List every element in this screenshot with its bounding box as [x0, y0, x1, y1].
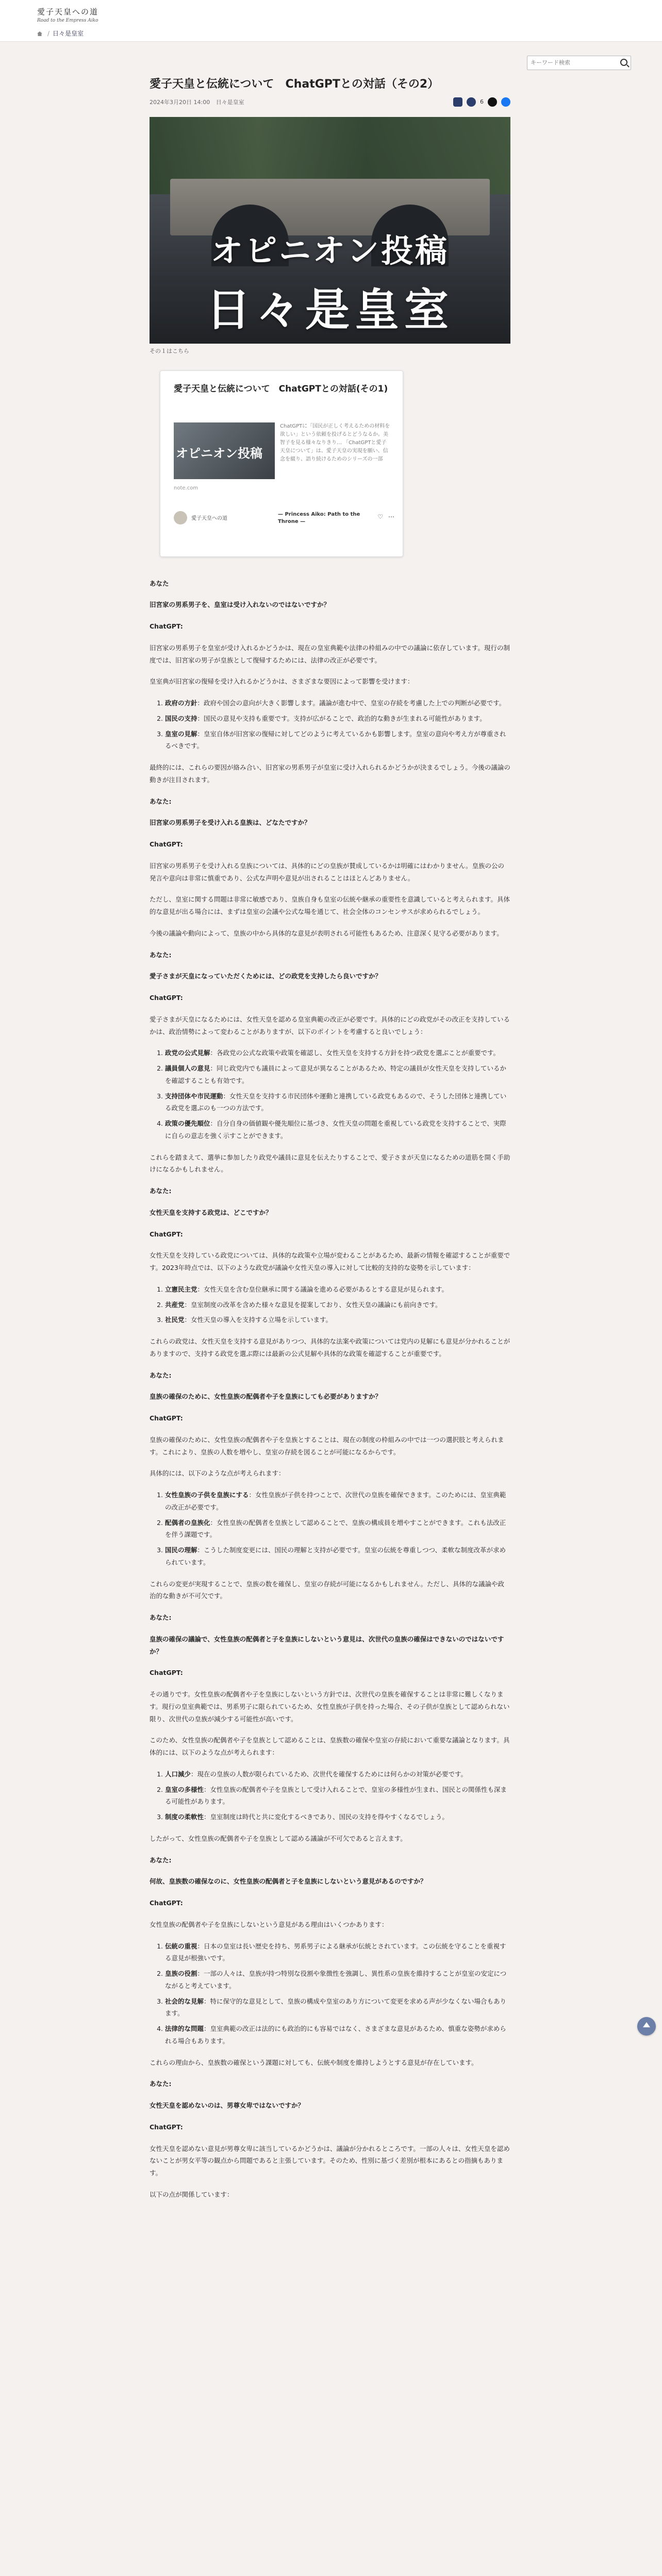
- list-item-text: ：女性皇族の配偶者を皇族として認めることで、皇族の構成員を増やすことができます。これも法改正を伴う課題です。: [165, 1518, 506, 1539]
- paragraph: 皇族の確保のために、女性皇族の配偶者や子を皇族とすることは、現在の制度の枠組みの中では一つの選択肢と考えられます。これにより、皇族の人数を増やし、皇室の存続を図ることが可能になるからです。: [150, 1435, 504, 1456]
- list-item-term: 制度の柔軟性: [165, 1813, 204, 1821]
- paragraph: 愛子さまが天皇になるためには、女性天皇を認める皇室典範の改正が必要です。具体的にどの政党がその改正を支持しているかは、政治情勢によって変わることがありますが、以下のポイントを考慮すると良いでしょう：: [150, 1015, 510, 1036]
- paragraph: その通りです。女性皇族の配偶者や子を皇族にしないという方針では、次世代の皇族を確保することは非常に難しくなります。現行の皇室典範では、男系男子に限られているため、女性皇族が子供を持った場合、その子供が皇族として認められない限り、次世代の皇族が減少する可能性が高いです。: [150, 1690, 510, 1723]
- numbered-list: [150, 1283, 510, 1326]
- list-item-term: 政策の優先順位: [165, 1120, 210, 1128]
- list-item-term: 女性皇族の子供を皇族にする: [165, 1491, 249, 1499]
- heart-icon[interactable]: ♡: [377, 513, 383, 520]
- speaker-label-user: あなた:: [150, 951, 172, 959]
- card-actions: [377, 513, 394, 520]
- card-description: ChatGPTに「国民が正しく考えるための材料を欲しい」という依頼を投げるとどうなるか。美智子を見る様々なりきり… 「ChatGPTと愛子天皇について」は、愛子天皇の実現を願い、信念を綴り、語り続けるためのシリーズの一部: [280, 423, 390, 462]
- numbered-list: [150, 1047, 510, 1142]
- list-item-term: 社会的な見解: [165, 1997, 204, 2005]
- list-item: [165, 1544, 510, 1569]
- list-item-text: ：一部の人々は、皇族が持つ特別な役割や象徴性を強調し、異性系の皇族を維持することが皇室の安定につながると考えています。: [165, 1970, 507, 1990]
- numbered-list: [150, 697, 510, 752]
- list-item-term: 立憲民主党: [165, 1285, 197, 1293]
- list-item-text: ：政府や国会の意向が大きく影響します。議論が進む中で、皇室の存続を考慮した上での判断が必要です。: [197, 699, 506, 707]
- hero-image: [150, 117, 510, 344]
- list-item-term: 配偶者の皇族化: [165, 1518, 210, 1527]
- article-category[interactable]: 日々是皇室: [216, 98, 244, 106]
- list-item-term: 共産党: [165, 1300, 185, 1309]
- list-item-text: ：女性天皇を支持する市民団体や運動と連携している政党もあるので、そうした団体と連携している政党を選ぶのも一つの方法です。: [165, 1092, 507, 1112]
- card-thumb-text: オピニオン投稿: [176, 446, 262, 461]
- article-meta: [150, 97, 510, 107]
- list-item: [165, 1090, 510, 1115]
- list-item-text: ：皇室典範の改正は法的にも政治的にも容易ではなく、さまざまな意見があるため、慎重な姿勢が求められる場合もあります。: [165, 2025, 506, 2045]
- speaker-label-chatgpt: ChatGPT:: [150, 840, 183, 849]
- list-item: [165, 1784, 510, 1808]
- list-item-text: ：自分自身の価値観や優先順位に基づき、女性天皇の問題を重視している政党を支持することで、実際に自らの意志を強く示すことができます。: [165, 1120, 506, 1140]
- facebook-share-icon[interactable]: [501, 97, 510, 107]
- speaker-label-chatgpt: ChatGPT:: [150, 1669, 183, 1677]
- user-question: 何故、皇族数の確保なのに、女性皇族の配偶者と子を皇族にしないという意見があるのですか？: [150, 1877, 427, 1886]
- speaker-label-user: あなた:: [150, 2080, 172, 2088]
- list-item: [165, 1283, 510, 1296]
- list-item: [165, 1047, 510, 1059]
- article-date: 2024年3月20日 14:00: [150, 98, 210, 106]
- hero-subheading: 日々是皇室: [206, 283, 454, 336]
- paragraph: 旧宮家の男系男子を受け入れる皇族については、具体的にどの皇族が賛成しているかは明確にはわかりません。皇族の公の発言や意向は非常に慎重であり、公式な声明や意見が出されることはほとんどありません。: [150, 861, 505, 882]
- list-item-text: ：女性皇族が子供を持つことで、次世代の皇族を確保できます。このためには、皇室典範の改正が必要です。: [165, 1491, 506, 1511]
- list-item-term: 社民党: [165, 1316, 185, 1324]
- list-item: [165, 2023, 510, 2047]
- speaker-label-chatgpt: ChatGPT:: [150, 2123, 183, 2131]
- list-item-text: ：日本の皇室は長い歴史を持ち、男系男子による継承が伝統とされています。この伝統を守ることを重視する意見が根強いです。: [165, 1942, 506, 1962]
- card-author-name: 愛子天皇への道: [191, 516, 227, 522]
- hero-caption: その１はこちら: [150, 347, 189, 354]
- list-item-text: ：現在の皇族の人数が限られているため、次世代を確保するためには何らかの対策が必要です。: [191, 1770, 468, 1778]
- search-box: [527, 56, 631, 70]
- site-logo[interactable]: [37, 6, 120, 25]
- speaker-label-chatgpt: ChatGPT:: [150, 1230, 183, 1238]
- paragraph: したがって、女性皇族の配偶者や子を皇族として認める議論が不可欠であると言えます。: [150, 1834, 407, 1842]
- list-item: [165, 1995, 510, 2020]
- paragraph: 今後の議論や動向によって、皇族の中から具体的な意見が表明される可能性もあるため、注意深く見守る必要があります。: [150, 929, 503, 937]
- paragraph: これらの理由から、皇族数の確保という課題に対しても、伝統や制度を維持しようとする意見が存在しています。: [150, 2058, 478, 2066]
- list-item: [165, 1517, 510, 1541]
- paragraph: 女性皇族の配偶者や子を皇族にしないという意見がある理由はいくつかあります：: [150, 1920, 388, 1928]
- user-question: 旧宮家の男系男子を受け入れる皇族は、どなたですか？: [150, 819, 311, 827]
- list-item-term: 皇室の見解: [165, 730, 197, 738]
- speaker-label-chatgpt: ChatGPT:: [150, 994, 183, 1002]
- share-buttons: [453, 97, 510, 107]
- search-icon[interactable]: [620, 59, 627, 66]
- user-question: 女性天皇を支持する政党は、どこですか？: [150, 1208, 272, 1216]
- speaker-label-user: あなた:: [150, 1187, 172, 1195]
- card-book-title: — Princess Aiko: Path to the Throne —: [278, 511, 360, 524]
- list-item-text: ：皇室制度の改革を含めた様々な意見を提案しており、女性天皇の議論にも前向きです。: [184, 1300, 442, 1309]
- article: [150, 77, 510, 2210]
- article-title: 愛子天皇と伝統について ChatGPTとの対話（その2）: [150, 78, 439, 91]
- speaker-label-user: あなた:: [150, 1614, 172, 1622]
- list-item-text: ：特に保守的な意見として、皇族の構成や皇室のあり方について変更を求める声が少なくない場合もあります。: [165, 1997, 507, 2018]
- card-author[interactable]: [174, 511, 227, 524]
- paragraph: 皇室典が旧宮家の復帰を受け入れるかどうかは、さまざまな要因によって影響を受けます：: [150, 677, 414, 686]
- list-item-text: ：皇室自体が旧宮家の復帰に対してどのように考えているかも影響します。皇室の意向や考え方が尊重されるべきです。: [165, 730, 506, 750]
- numbered-list: [150, 1489, 510, 1569]
- speaker-label-chatgpt: ChatGPT:: [150, 1414, 183, 1422]
- list-item-term: 議員個人の意見: [165, 1064, 210, 1073]
- user-question: 皇族の確保のために、女性皇族の配偶者や子を皇族にしても必要がありますか？: [150, 1393, 382, 1401]
- list-item-term: 政府の方針: [165, 699, 197, 707]
- breadcrumb-separator: /: [47, 30, 50, 37]
- user-question: 愛子さまが天皇になっていただくためには、どの政党を支持したら良いですか？: [150, 972, 382, 980]
- speaker-label-user: あなた:: [150, 1856, 172, 1864]
- user-question: 女性天皇を認めないのは、男尊女卑ではないですか？: [150, 2102, 305, 2110]
- list-item: [165, 1117, 510, 1142]
- paragraph: 旧宮家の男系男子を皇室が受け入れるかどうかは、現在の皇室典範や法律の枠組みの中での議論に依存しています。現行の制度では、旧宮家の男子が皇族として復帰するためには、法律の改正が必要です。: [150, 643, 510, 664]
- paragraph: 女性天皇を支持している政党については、具体的な政策や立場が変わることがあるため、最新の情報を確認することが重要です。2023年時点では、以下のような政党が議論や女性天皇の導入に対して比較的支持的な姿勢を示しています：: [150, 1251, 510, 1272]
- x-share-icon[interactable]: [488, 97, 497, 107]
- logo-sub-text: Road to the Empress Aiko: [37, 18, 98, 23]
- list-item: [165, 1940, 510, 1965]
- speaker-label-user: あなた:: [150, 797, 172, 805]
- list-item-term: 人口減少: [165, 1770, 191, 1778]
- list-item-text: ：各政党の公式な政策や政策を確認し、女性天皇を支持する方針を持つ政党を選ぶことが重要です。: [210, 1049, 500, 1057]
- comment-icon[interactable]: [453, 97, 462, 107]
- paragraph: このため、女性皇族の配偶者や子を皇族として認めることは、皇族数の確保や皇室の存続において重要な議論となります。具体的には、以下のような点が考えられます：: [150, 1736, 510, 1757]
- list-item: [165, 1968, 510, 1992]
- list-item: [165, 1489, 510, 1514]
- site-header: [0, 0, 662, 42]
- avatar: [174, 511, 187, 524]
- list-item-text: ：女性天皇の導入を支持する立場を示しています。: [184, 1316, 333, 1324]
- hero-heading: オピニオン投稿: [210, 231, 449, 269]
- list-item-term: 支持団体や市民運動: [165, 1092, 223, 1100]
- list-item-text: ：女性天皇を含む皇位継承に関する議論を進める必要があるとする意見が見られます。: [197, 1285, 449, 1293]
- list-item-term: 皇室の多様性: [165, 1785, 204, 1793]
- list-item: [165, 1062, 510, 1087]
- list-item-text: ：こうした制度変更には、国民の理解と支持が必要です。皇室の伝統を尊重しつつ、柔軟な制度改革が求められています。: [165, 1546, 506, 1566]
- paragraph: これらの変更が実現することで、皇族の数を確保し、皇室の存続が可能になるかもしれません。ただし、具体的な議論や政治的な動きが不可欠です。: [150, 1580, 505, 1600]
- share-count: 6: [480, 98, 484, 106]
- list-item: [165, 728, 510, 753]
- list-item-term: 国民の理解: [165, 1546, 197, 1554]
- paragraph: ただし、皇室に関する問題は非常に敏感であり、皇族自身も皇室の伝統や継承の重要性を意識していると考えられます。具体的な意見が出る場合には、まずは皇室の会議や公式な場を通じて、社会全体のコンセンサスが求められるでしょう。: [150, 895, 510, 916]
- list-item: [165, 1768, 510, 1781]
- speaker-label-chatgpt: ChatGPT:: [150, 622, 183, 631]
- back-to-top-button[interactable]: [637, 2017, 656, 2036]
- list-item: [165, 697, 510, 709]
- logo-main-text: 愛子天皇への道: [37, 7, 99, 16]
- paragraph: 女性天皇を認めない意見が男尊女卑に該当しているかどうかは、議論が分かれるところです。一部の人々は、女性天皇を認めないことが男女平等の観点から問題であると主張しています。そのため、性別に基づく差別が根本にあるとの指摘もあります。: [150, 2144, 510, 2177]
- list-item-term: 政党の公式見解: [165, 1049, 210, 1057]
- embed-link-card[interactable]: [160, 370, 403, 557]
- list-item-term: 国民の支持: [165, 714, 197, 722]
- home-icon[interactable]: [37, 31, 42, 36]
- breadcrumb-category-link[interactable]: 日々是皇室: [53, 30, 84, 37]
- numbered-list: [150, 1940, 510, 2047]
- user-question: 旧宮家の男系男子を、皇室は受け入れないのではないですか？: [150, 601, 330, 609]
- list-item: [165, 1314, 510, 1326]
- paragraph: 最終的には、これらの要因が絡み合い、旧宮家の男系男子が皇室に受け入れられるかどうかが決まるでしょう。今後の議論の動きが注目されます。: [150, 764, 510, 784]
- search-input[interactable]: [527, 56, 616, 69]
- list-item-term: 法律的な問題: [165, 2025, 204, 2033]
- paragraph: これらを踏まえて、選挙に参加したり政党や議員に意見を伝えたりすることで、愛子さまが天皇になるための道筋を開く手助けになるかもしれません。: [150, 1153, 510, 1174]
- speaker-label-chatgpt: ChatGPT:: [150, 1899, 183, 1907]
- more-icon[interactable]: ⋯: [388, 513, 394, 520]
- card-source: note.com: [174, 485, 198, 491]
- speaker-label-user: あなた:: [150, 1371, 172, 1379]
- paragraph: 具体的には、以下のような点が考えられます：: [150, 1469, 285, 1478]
- user-question: 皇族の確保の議論で、女性皇族の配偶者と子を皇族にしないという意見は、次世代の皇族の確保はできないのではないですか？: [150, 1635, 504, 1655]
- paragraph: 以下の点が関係しています：: [150, 2190, 234, 2198]
- list-item-term: 伝統の重視: [165, 1942, 197, 1950]
- card-title[interactable]: 愛子天皇と伝統について ChatGPTとの対話(その1): [174, 383, 388, 394]
- list-item: [165, 713, 510, 725]
- breadcrumb: [37, 29, 84, 38]
- hatena-bookmark-icon[interactable]: [467, 97, 476, 107]
- list-item-text: ：同じ政党内でも議員によって意見が異なることがあるため、特定の議員が女性天皇を支持しているかを確認することも有効です。: [165, 1064, 507, 1084]
- list-item: [165, 1299, 510, 1311]
- card-thumbnail[interactable]: [174, 422, 275, 479]
- list-item-text: ：国民の意見や支持も重要です。支持が広がることで、政治的な動きが生まれる可能性があります。: [197, 714, 486, 722]
- article-body: [150, 578, 510, 2201]
- paragraph: これらの政党は、女性天皇を支持する意見がありつつ、具体的な法案や政策については党内の見解にも意見が分かれることがありますので、支持する政党を選ぶ際には最新の公式見解や具体的な政策を確認することが重要です。: [150, 1337, 510, 1358]
- list-item-text: ：皇室制度は時代と共に変化するべきであり、国民の支持を得やすくなるでしょう。: [204, 1813, 449, 1821]
- list-item-term: 皇族の役割: [165, 1970, 197, 1978]
- list-item-text: ：女性皇族の配偶者や子を皇族として受け入れることで、皇室の多様性が生まれ、国民との関係性も深まる可能性があります。: [165, 1785, 507, 1806]
- speaker-label-user: あなた: [150, 579, 169, 587]
- numbered-list: [150, 1768, 510, 1823]
- list-item: [165, 1811, 510, 1823]
